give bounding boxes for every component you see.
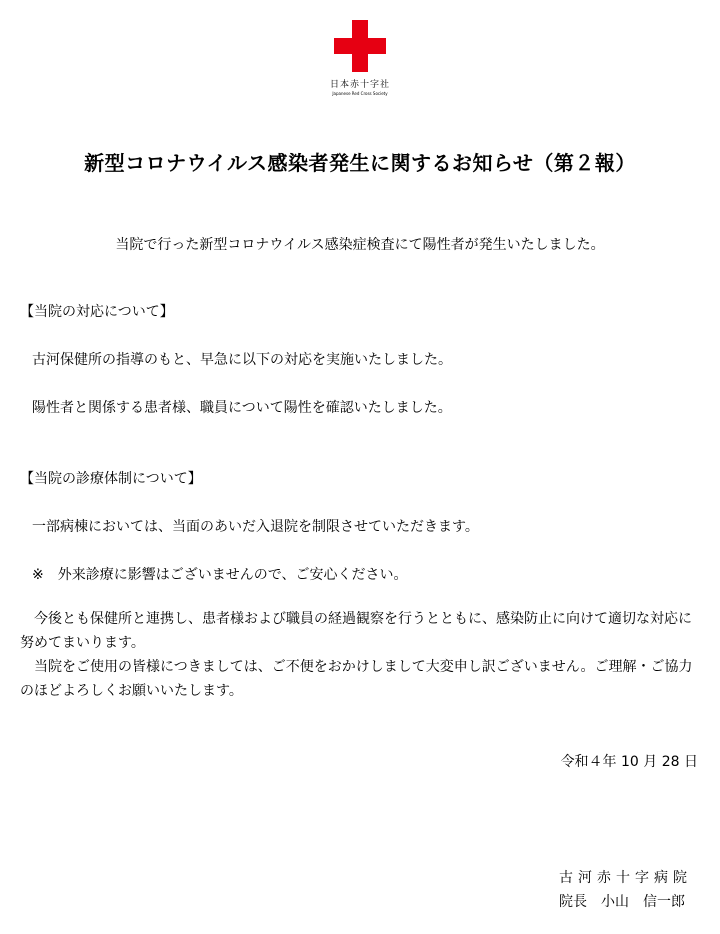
hospital-name: 古河赤十字病院 [559,870,692,886]
closing-paragraph-1: 今後とも保健所と連携し、患者様および職員の経過観察を行うとともに、感染防止に向けて適切な対応に努めてまいります。 [20,611,692,651]
logo-org-name-ja: 日本赤十字社 [329,80,390,90]
section-heading-response: 【当院の対応について】 [20,304,174,320]
logo-org-name-en: Japanese Red Cross Society [332,91,388,96]
red-cross-logo [310,20,410,96]
notice-date: 令和４年 10 月 28 日 [560,754,698,770]
response-paragraph-1: 古河保健所の指導のもと、早急に以下の対応を実施いたしました。 [32,352,452,368]
page-title: 新型コロナウイルス感染者発生に関するお知らせ（第２報） [84,151,636,175]
closing-paragraph-2: 当院をご使用の皆様につきましては、ご不便をおかけしまして大変申し訳ございません。ご理解・ご協力のほどよろしくお願いいたします。 [20,659,693,699]
section-heading-care: 【当院の診療体制について】 [20,471,202,487]
lead-text: 当院で行った新型コロナウイルス感染症検査にて陽性者が発生いたしました。 [115,237,605,253]
red-cross-icon [334,20,386,72]
director-signature: 院長 小山 信一郎 [559,894,685,910]
care-note: ※ 外来診療に影響はございませんので、ご安心ください。 [32,567,408,583]
response-paragraph-2: 陽性者と関係する患者様、職員について陽性を確認いたしました。 [32,400,452,416]
care-paragraph-1: 一部病棟においては、当面のあいだ入退院を制限させていただきます。 [32,519,479,535]
